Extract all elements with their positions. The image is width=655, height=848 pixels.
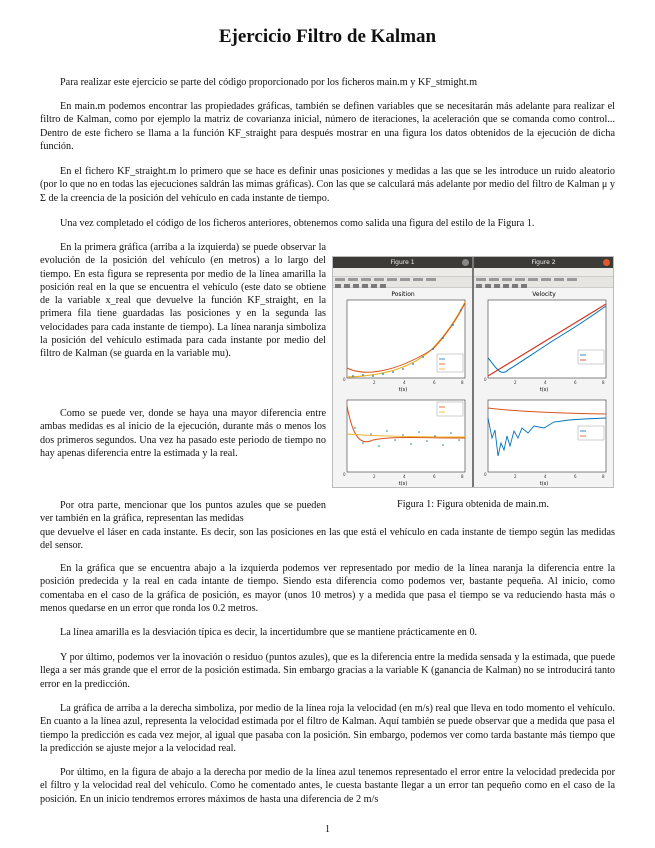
- paragraph-velocity-plot: La gráfica de arriba a la derecha simboliza, por medio de la línea roja la velocidad (en m/s) real que lleva en todo momento el vehículo. En cuanto a la línea azul, representa la velocidad estimada por el filtro de Kalman. Aquí también se puede observar que a medida que pasa el tiempo la predicción es cada vez mejor, al igual que pasaba con la posición. Sin embargo, podemos ver como tarda bastante más tiempo que la predicción se ajuste mejor a la velocidad real.: [40, 703, 615, 754]
- paragraph-velocity-error: Por último, en la figura de abajo a la derecha por medio de la línea azul tenemos representado el error entre la velocidad predecida por el filtro y la velocidad real del vehículo. Como he comentado antes, le cuesta bastante llegar a un error tan pequeño como en el caso de la posición. En un inicio tendremos errores máximos de hasta una diferencia de 2 m/s: [40, 767, 615, 805]
- menu-bar: [333, 268, 472, 277]
- svg-text:8: 8: [461, 380, 464, 385]
- axes-velocity: [488, 300, 606, 378]
- legend-velocity-error: [578, 426, 604, 440]
- svg-text:0: 0: [484, 472, 487, 477]
- svg-text:2: 2: [514, 474, 517, 479]
- svg-text:4: 4: [403, 474, 406, 479]
- figure-2-plots: [474, 288, 613, 487]
- svg-text:8: 8: [461, 474, 464, 479]
- paragraph-error-plot: En la gráfica que se encuentra abajo a la izquierda podemos ver representado por medio de la línea naranja la diferencia entre la posición predecida y la real en cada intante de tiempo. Siendo esta diferencia como podemos ver, bastante pequeña. Al inicio, como comentaba en el caso de la gráfica de posición, es mayor (unos 10 metros) y a medida que pasa el tiempo se va reduciendo hasta más o menos quedarse en un error que ronda los 0.2 metros.: [40, 563, 615, 614]
- figure-window-1: [333, 257, 472, 487]
- plot-title-position: Position: [391, 291, 415, 298]
- figure-screenshot: [332, 256, 614, 488]
- paragraph-measures-end: que devuelve el láser en cada instante. Es decir, son las posiciones en las que está el vehículo en cada instante de tiempo según las medidas del sensor.: [40, 527, 615, 552]
- paragraph-measures-start: Por otra parte, mencionar que los puntos azules que se pueden ver también en la gráfica, representan las medidas: [40, 500, 326, 525]
- window-title: Figure 1: [390, 259, 415, 266]
- svg-text:6: 6: [574, 380, 577, 385]
- xlabel-bottom: t(s): [398, 481, 408, 487]
- svg-text:2: 2: [373, 380, 376, 385]
- figure-1-plots: [333, 288, 472, 487]
- window-title: Figure 2: [531, 259, 556, 266]
- paragraph-kf-straight: En el fichero KF_straight.m lo primero que se hace es definir unas posiciones y medidas a las que se les introduce un ruido aleatorio (por lo que no en todas las ejecuciones saldrán las mimas gráficas). Con las que se calculará más adelante por medio del filtro de Kalman μ y Σ de la creencia de la posición del vehículo en cada instante de tiempo.: [40, 166, 615, 204]
- menu-bar: [474, 268, 613, 277]
- paragraph-innovation: Y por último, podemos ver la inovación o residuo (puntos azules), que es la diferencia entre la medida sensada y la estimada, que puede llega a ser más grande que el error de la posición estimada. Sin embargo gracias a la variable K (ganancia de Kalman) no se introducirá tanto error en la predicción.: [40, 652, 615, 690]
- close-icon[interactable]: [603, 259, 610, 266]
- svg-text:4: 4: [544, 380, 547, 385]
- svg-text:2: 2: [373, 474, 376, 479]
- figure-window-2: [474, 257, 613, 487]
- svg-text:2: 2: [514, 380, 517, 385]
- svg-text:8: 8: [602, 474, 605, 479]
- svg-text:6: 6: [433, 474, 436, 479]
- window-titlebar: [474, 257, 613, 268]
- document-title: Ejercicio Filtro de Kalman: [218, 26, 437, 47]
- svg-text:6: 6: [433, 380, 436, 385]
- close-icon[interactable]: [462, 259, 469, 266]
- legend-velocity: [578, 350, 604, 364]
- svg-text:0: 0: [343, 377, 346, 382]
- paragraph-intro: Para realizar este ejercicio se parte del código proporcionado por los ficheros main.m y KF_stmight.m: [60, 77, 477, 88]
- paragraph-std-line: La línea amarilla es la desviación típica es decir, la incertidumbre que se mantiene prácticamente en 0.: [60, 627, 478, 638]
- svg-text:8: 8: [602, 380, 605, 385]
- xlabel-bottom: t(s): [539, 481, 549, 487]
- paragraph-main-m: En main.m podemos encontrar las propiedades gráficas, también se definen variables que se necesitarán más adelante para realizar el filtro de Kalman, como por ejemplo la matriz de covarianza inicial, número de iteraciones, la aceleración que se comanda como control... Dentro de este fichero se llama a la función KF_straight para después mostrar en una figura los datos obtenidos de la ejecución de dicha función.: [40, 101, 615, 152]
- plot-title-velocity: Velocity: [532, 291, 556, 298]
- figure-caption: Figura 1: Figura obtenida de main.m.: [397, 499, 549, 510]
- legend-error: [437, 402, 463, 416]
- paragraph-figure-ref: Una vez completado el código de los ficheros anteriores, obtenemos como salida una figura del estilo de la Figura 1.: [60, 218, 535, 229]
- svg-text:4: 4: [544, 474, 547, 479]
- page-number: 1: [325, 824, 330, 835]
- paragraph-position-plot: En la primera gráfica (arriba a la izquierda) se puede observar la evolución de la posición del vehículo (en metros) a lo largo del tiempo. En esta figura se representa por medio de la línea amarilla la posición real en la que se encuentra el vehículo (este dato se obtiene de la variable x_real que devuelve la función KF_straight, en la primera fila tiene guardadas las posiciones y en la segunda las velocidades para cada instante de tiempo). La línea naranja simboliza la posición del vehículo estimada para cada instante por medio del filtro de Kalman (se guarda en la variable mu).: [40, 242, 326, 360]
- xlabel-top: t(s): [539, 387, 549, 393]
- window-titlebar: [333, 257, 472, 268]
- paragraph-difference: Como se puede ver, donde se haya una mayor diferencia entre ambas medidas es al inicio de la ejecución, durante más o menos los dos primeros segundos. Una vez ha pasado este periodo de tiempo no hay apenas diferencia entre la estimada y la real.: [40, 408, 326, 459]
- xlabel-top: t(s): [398, 387, 408, 393]
- svg-text:0: 0: [484, 377, 487, 382]
- svg-text:6: 6: [574, 474, 577, 479]
- svg-text:0: 0: [343, 472, 346, 477]
- svg-text:4: 4: [403, 380, 406, 385]
